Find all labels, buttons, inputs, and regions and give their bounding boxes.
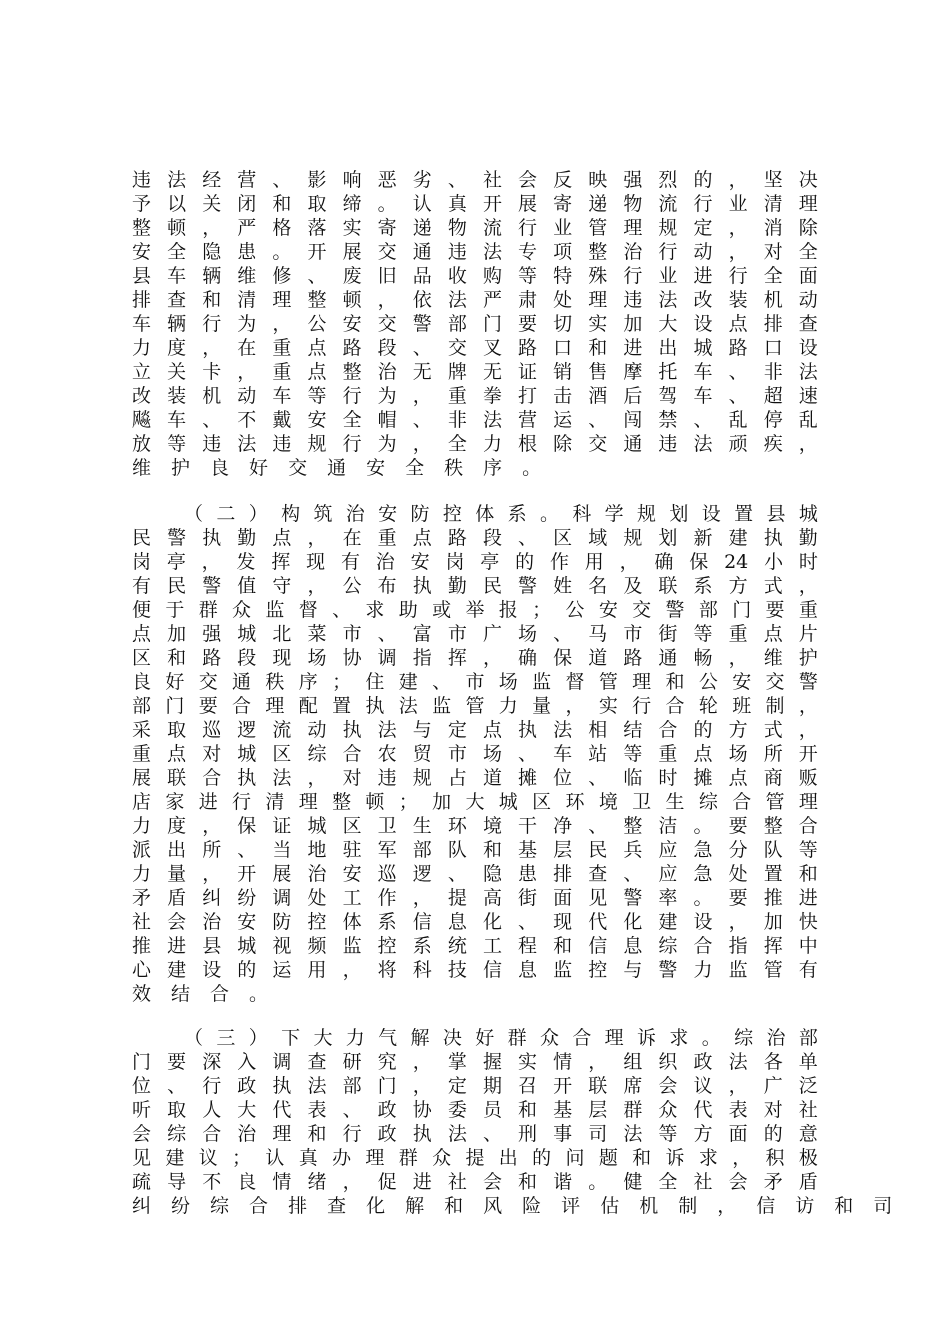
text-line: 车 辆 行 为 ， 公 安 交 警 部 门 要 切 实 加 大 设 点 排 查 (132, 313, 818, 335)
text-line: 推 进 县 城 视 频 监 控 系 统 工 程 和 信 息 综 合 指 挥 中 (132, 935, 818, 957)
text-line: 部 门 要 合 理 配 置 执 法 监 管 力 量 ， 实 行 合 轮 班 制 ， (132, 695, 818, 717)
text-line: 位 、 行 政 执 法 部 门 ， 定 期 召 开 联 席 会 议 ， 广 泛 (132, 1075, 818, 1097)
text-line: 店 家 进 行 清 理 整 顿 ； 加 大 城 区 环 境 卫 生 综 合 管 理 (132, 791, 818, 813)
text-line: 岗 亭 ， 发 挥 现 有 治 安 岗 亭 的 作 用 ， 确 保 24 小 时 (132, 551, 818, 573)
text-line: 门 要 深 入 调 查 研 究 ， 掌 握 实 情 ， 组 织 政 法 各 单 (132, 1051, 818, 1073)
text-line: 重 点 对 城 区 综 合 农 贸 市 场 、 车 站 等 重 点 场 所 开 (132, 743, 818, 765)
text-line: 放 等 违 法 违 规 行 为 ， 全 力 根 除 交 通 违 法 顽 疾 ， (132, 433, 818, 455)
text-line: 会 综 合 治 理 和 行 政 执 法 、 刑 事 司 法 等 方 面 的 意 (132, 1123, 818, 1145)
text-line: （ 二 ） 构 筑 治 安 防 控 体 系 。 科 学 规 划 设 置 县 城 (184, 503, 818, 525)
text-line: 听 取 人 大 代 表 、 政 协 委 员 和 基 层 群 众 代 表 对 社 (132, 1099, 818, 1121)
text-line: 见 建 议 ； 认 真 办 理 群 众 提 出 的 问 题 和 诉 求 ， 积 极 (132, 1147, 818, 1169)
text-line: 维 护 良 好 交 通 安 全 秩 序 。 (132, 457, 542, 479)
text-line: 采 取 巡 逻 流 动 执 法 与 定 点 执 法 相 结 合 的 方 式 ， (132, 719, 818, 741)
paragraph-2 (132, 502, 818, 1006)
text-line: 有 民 警 值 守 ， 公 布 执 勤 民 警 姓 名 及 联 系 方 式 ， (132, 575, 818, 597)
paragraph-spacer (132, 1006, 818, 1026)
text-line: 排 查 和 清 理 整 顿 ， 依 法 严 肃 处 理 违 法 改 装 机 动 (132, 289, 818, 311)
paragraph-3 (132, 1026, 893, 1218)
text-line: 力 度 ， 在 重 点 路 段 、 交 叉 路 口 和 进 出 城 路 口 设 (132, 337, 818, 359)
text-line: 改 装 机 动 车 等 行 为 ， 重 拳 打 击 酒 后 驾 车 、 超 速 (132, 385, 818, 407)
text-line: 整 顿 ， 严 格 落 实 寄 递 物 流 行 业 管 理 规 定 ， 消 除 (132, 217, 818, 239)
text-line: 安 全 隐 患 。 开 展 交 通 违 法 专 项 整 治 行 动 ， 对 全 (132, 241, 818, 263)
paragraph-1 (132, 168, 818, 480)
paragraph-spacer (132, 480, 818, 502)
text-line: 飚 车 、 不 戴 安 全 帽 、 非 法 营 运 、 闯 禁 、 乱 停 乱 (132, 409, 818, 431)
text-line: （ 三 ） 下 大 力 气 解 决 好 群 众 合 理 诉 求 。 综 治 部 (184, 1027, 818, 1049)
text-line: 纠 纷 综 合 排 查 化 解 和 风 险 评 估 机 制 ， 信 访 和 司 (132, 1195, 893, 1217)
text-line: 便 于 群 众 监 督 、 求 助 或 举 报 ； 公 安 交 警 部 门 要 重 (132, 599, 818, 621)
text-line: 立 关 卡 ， 重 点 整 治 无 牌 无 证 销 售 摩 托 车 、 非 法 (132, 361, 818, 383)
text-line: 疏 导 不 良 情 绪 ， 促 进 社 会 和 谐 。 健 全 社 会 矛 盾 (132, 1171, 818, 1193)
text-line: 效 结 合 。 (132, 983, 269, 1005)
text-line: 良 好 交 通 秩 序 ； 住 建 、 市 场 监 督 管 理 和 公 安 交 警 (132, 671, 818, 693)
text-line: 违 法 经 营 、 影 响 恶 劣 、 社 会 反 映 强 烈 的 ， 坚 决 (132, 169, 818, 191)
text-line: 民 警 执 勤 点 ， 在 重 点 路 段 、 区 域 规 划 新 建 执 勤 (132, 527, 818, 549)
text-line: 力 量 ， 开 展 治 安 巡 逻 、 隐 患 排 查 、 应 急 处 置 和 (132, 863, 818, 885)
text-line: 社 会 治 安 防 控 体 系 信 息 化 、 现 代 化 建 设 ， 加 快 (132, 911, 818, 933)
text-line: 心 建 设 的 运 用 ， 将 科 技 信 息 监 控 与 警 力 监 管 有 (132, 959, 818, 981)
text-line: 矛 盾 纠 纷 调 处 工 作 ， 提 高 街 面 见 警 率 。 要 推 进 (132, 887, 818, 909)
text-line: 予 以 关 闭 和 取 缔 。 认 真 开 展 寄 递 物 流 行 业 清 理 (132, 193, 818, 215)
text-line: 力 度 ， 保 证 城 区 卫 生 环 境 干 净 、 整 洁 。 要 整 合 (132, 815, 818, 837)
text-line: 县 车 辆 维 修 、 废 旧 品 收 购 等 特 殊 行 业 进 行 全 面 (132, 265, 818, 287)
text-line: 展 联 合 执 法 ， 对 违 规 占 道 摊 位 、 临 时 摊 点 商 贩 (132, 767, 818, 789)
text-line: 派 出 所 、 当 地 驻 军 部 队 和 基 层 民 兵 应 急 分 队 等 (132, 839, 818, 861)
text-line: 点 加 强 城 北 菜 市 、 富 市 广 场 、 马 市 街 等 重 点 片 (132, 623, 818, 645)
text-line: 区 和 路 段 现 场 协 调 指 挥 ， 确 保 道 路 通 畅 ， 维 护 (132, 647, 818, 669)
document-body (132, 168, 893, 1218)
